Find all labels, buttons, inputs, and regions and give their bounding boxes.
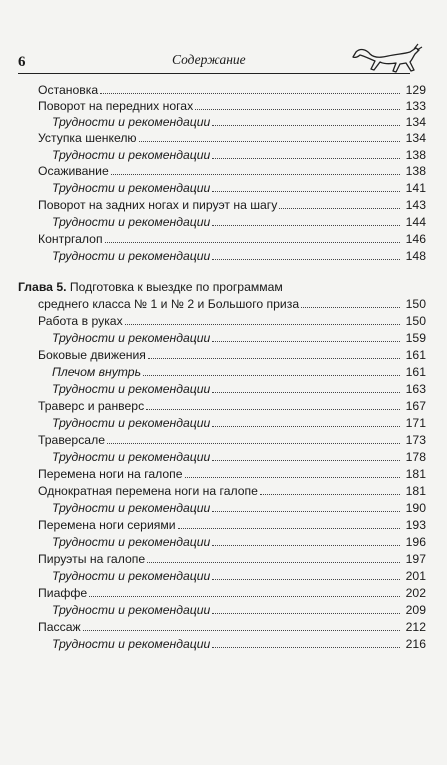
leader-dots — [147, 562, 400, 563]
toc-entry-title: Трудности и рекомендации — [52, 181, 211, 195]
leader-dots — [178, 528, 400, 529]
leader-dots — [139, 141, 400, 142]
page-number: 6 — [18, 54, 26, 70]
toc-entry-title: Пируэты на галопе — [38, 552, 146, 566]
toc-entry[interactable] — [38, 347, 426, 363]
leader-dots — [212, 158, 400, 159]
toc-entry[interactable] — [38, 98, 426, 114]
toc-entry-title: Перемена ноги сериями — [38, 518, 176, 532]
toc-entry-page: 171 — [405, 416, 426, 430]
leader-dots — [212, 426, 400, 427]
toc-entry-page: 167 — [405, 399, 426, 413]
toc-entry[interactable] — [52, 330, 426, 346]
toc-entry-page: 161 — [405, 365, 426, 379]
leader-dots — [195, 109, 400, 110]
toc-entry[interactable] — [52, 248, 426, 264]
toc-entry[interactable] — [38, 82, 426, 98]
toc-entry[interactable] — [38, 130, 426, 146]
toc-entry-page: 143 — [405, 198, 426, 212]
toc-entry-page: 181 — [405, 484, 426, 498]
toc-entry-title: Трудности и рекомендации — [52, 148, 211, 162]
toc-entry[interactable] — [52, 180, 426, 196]
toc-entry[interactable] — [38, 517, 426, 533]
toc-entry-page: 173 — [405, 433, 426, 447]
toc-entry-page: 201 — [405, 569, 426, 583]
toc-entry[interactable] — [38, 197, 426, 213]
leader-dots — [212, 191, 400, 192]
leader-dots — [83, 630, 400, 631]
toc-entry-title: Плечом внутрь — [52, 365, 141, 379]
toc-entry-page: 163 — [405, 382, 426, 396]
toc-entry-title: Трудности и рекомендации — [52, 535, 211, 549]
leader-dots — [125, 324, 400, 325]
toc-entry-title: Трудности и рекомендации — [52, 603, 211, 617]
leader-dots — [212, 392, 400, 393]
toc-entry-title: Пассаж — [38, 620, 81, 634]
leader-dots — [143, 375, 400, 376]
toc-entry-title: Работа в руках — [38, 314, 123, 328]
toc-entry-page: 159 — [405, 331, 426, 345]
toc-entry-page: 178 — [405, 450, 426, 464]
toc-entry[interactable] — [38, 163, 426, 179]
toc-entry-title: Трудности и рекомендации — [52, 450, 211, 464]
toc-entry-title: Уступка шенкелю — [38, 131, 137, 145]
toc-entry-page: 133 — [405, 99, 426, 113]
leader-dots — [212, 460, 400, 461]
leader-dots — [212, 647, 400, 648]
running-title: Содержание — [172, 52, 246, 67]
toc-entry[interactable] — [38, 231, 426, 247]
toc-entry[interactable] — [52, 568, 426, 584]
toc-entry-page: 212 — [405, 620, 426, 634]
toc-entry-page: 141 — [405, 181, 426, 195]
toc-entry-title: Пиаффе — [38, 586, 88, 600]
leader-dots — [212, 225, 400, 226]
toc-entry-page: 134 — [405, 115, 426, 129]
leader-dots — [212, 259, 400, 260]
toc-entry-title: Поворот на передних ногах — [38, 99, 194, 113]
toc-entry[interactable] — [38, 432, 426, 448]
leader-dots — [279, 208, 400, 209]
toc-entry-title: Перемена ноги на галопе — [38, 467, 183, 481]
toc-entry[interactable] — [52, 415, 426, 431]
leader-dots — [301, 307, 400, 308]
toc-entry[interactable] — [52, 214, 426, 230]
toc-entry-page: 138 — [405, 164, 426, 178]
toc-entry[interactable] — [52, 636, 426, 652]
toc-entry[interactable] — [52, 534, 426, 550]
toc-entry[interactable] — [52, 602, 426, 618]
toc-entry-title: Поворот на задних ногах и пируэт на шагу — [38, 198, 278, 212]
toc-entry-page: 202 — [405, 586, 426, 600]
toc-entry-title: Трудности и рекомендации — [52, 501, 211, 515]
toc-entry-title: Трудности и рекомендации — [52, 115, 211, 129]
toc-entry-page: 161 — [405, 348, 426, 362]
toc-entry[interactable] — [38, 585, 426, 601]
toc-entry-page: 197 — [405, 552, 426, 566]
leader-dots — [212, 125, 400, 126]
leader-dots — [105, 242, 400, 243]
toc-entry[interactable] — [52, 147, 426, 163]
chapter-heading[interactable] — [18, 279, 283, 295]
leader-dots — [260, 494, 400, 495]
toc-entry[interactable] — [52, 381, 426, 397]
toc-entry-title: Траверс и ранверс — [38, 399, 145, 413]
toc-entry-title: Однократная перемена ноги на галопе — [38, 484, 258, 498]
toc-entry-page: 181 — [405, 467, 426, 481]
leader-dots — [212, 341, 400, 342]
toc-entry[interactable] — [38, 313, 426, 329]
toc-entry-page: 134 — [405, 131, 426, 145]
toc-entry-title: Трудности и рекомендации — [52, 382, 211, 396]
toc-entry-title: Трудности и рекомендации — [52, 331, 211, 345]
page-header — [18, 46, 426, 80]
chapter-title-line2: среднего класса № 1 и № 2 и Большого приза — [38, 297, 300, 311]
leader-dots — [148, 358, 400, 359]
toc-entry-page: 144 — [405, 215, 426, 229]
toc-entry-page: 196 — [405, 535, 426, 549]
toc-entry-title: Контргалоп — [38, 232, 103, 246]
leader-dots — [185, 477, 400, 478]
toc-entry-page: 209 — [405, 603, 426, 617]
leader-dots — [146, 409, 400, 410]
toc-entry[interactable] — [38, 398, 426, 414]
toc-entry-page: 216 — [405, 637, 426, 651]
leader-dots — [107, 443, 400, 444]
toc-entry[interactable] — [38, 619, 426, 635]
toc-entry[interactable] — [52, 114, 426, 130]
toc-entry[interactable] — [52, 500, 426, 516]
horse-icon — [348, 40, 428, 78]
toc-entry-title: Трудности и рекомендации — [52, 569, 211, 583]
toc-entry-page: 129 — [405, 83, 426, 97]
toc-entry[interactable] — [38, 466, 426, 482]
toc-entry-page: 193 — [405, 518, 426, 532]
chapter-label: Глава 5. — [18, 280, 67, 294]
toc-entry-page: 146 — [405, 232, 426, 246]
toc-entry-title: Трудности и рекомендации — [52, 215, 211, 229]
toc-entry-title: Остановка — [38, 83, 99, 97]
leader-dots — [212, 613, 400, 614]
toc-entry-title: Траверсале — [38, 433, 105, 447]
toc-entry-title: Боковые движения — [38, 348, 146, 362]
toc-entry[interactable] — [38, 483, 426, 499]
toc-entry[interactable] — [52, 364, 426, 380]
leader-dots — [111, 174, 400, 175]
leader-dots — [212, 579, 400, 580]
toc-entry-page: 138 — [405, 148, 426, 162]
toc-entry[interactable] — [52, 449, 426, 465]
toc-entry-title: Трудности и рекомендации — [52, 637, 211, 651]
leader-dots — [100, 93, 400, 94]
leader-dots — [212, 511, 400, 512]
toc-entry[interactable] — [38, 296, 426, 312]
toc-entry-title: Осаживание — [38, 164, 109, 178]
toc-entry-title: Трудности и рекомендации — [52, 416, 211, 430]
leader-dots — [212, 545, 400, 546]
toc-entry[interactable] — [38, 551, 426, 567]
chapter-title-line1: Подготовка к выездке по программам — [69, 280, 283, 294]
toc-entry-page: 148 — [405, 249, 426, 263]
toc-entry-page: 150 — [405, 314, 426, 328]
toc-entry-page: 150 — [405, 297, 426, 311]
toc-entry-title: Трудности и рекомендации — [52, 249, 211, 263]
leader-dots — [89, 596, 400, 597]
toc-entry-page: 190 — [405, 501, 426, 515]
